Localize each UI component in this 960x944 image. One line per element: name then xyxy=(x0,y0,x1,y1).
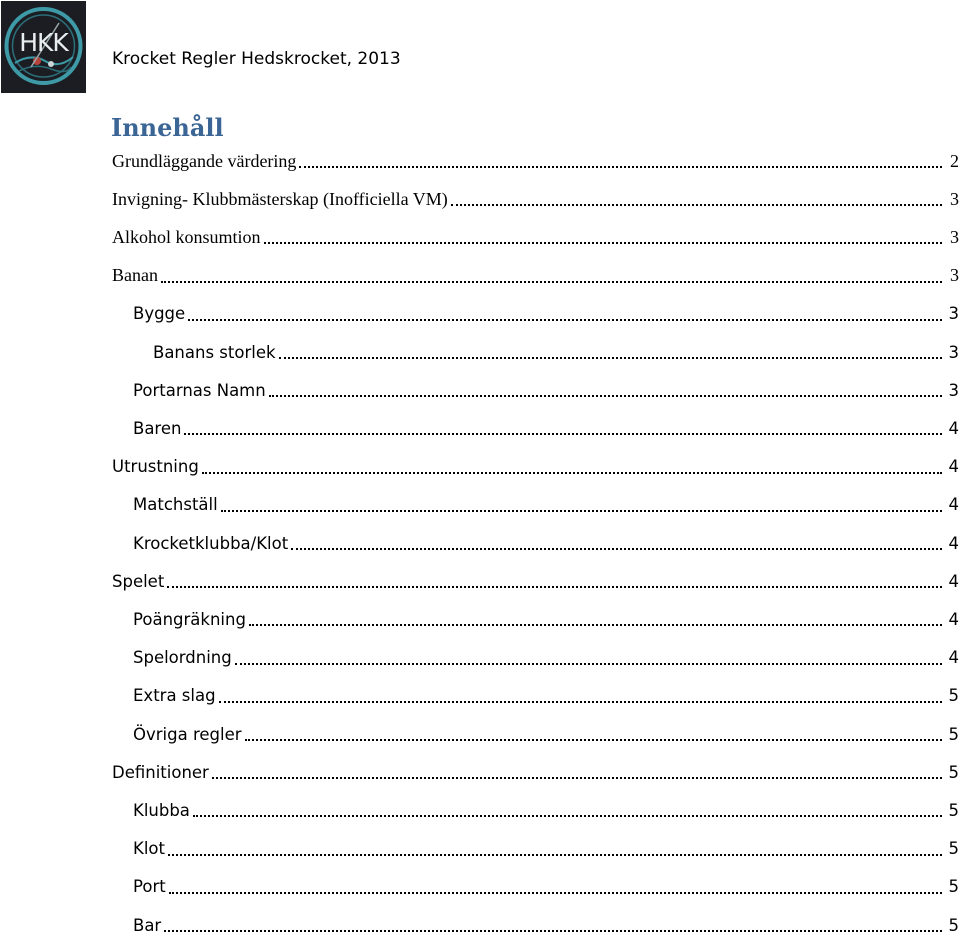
toc-dot-leader xyxy=(279,357,942,359)
toc-entry[interactable] xyxy=(112,257,960,295)
toc-entry-label: Grundläggande värdering xyxy=(112,150,297,171)
toc-entry[interactable] xyxy=(112,448,960,486)
toc-entry-page-number: 3 xyxy=(950,265,959,286)
toc-entry-label: Banan xyxy=(112,265,158,286)
toc-dot-leader xyxy=(291,548,942,550)
toc-entry-label: Banans storlek xyxy=(153,342,276,362)
toc-entry[interactable] xyxy=(133,409,960,447)
toc-entry-page-number: 4 xyxy=(948,609,959,629)
toc-entry[interactable] xyxy=(133,791,960,829)
toc-entry[interactable] xyxy=(133,639,960,677)
toc-entry[interactable] xyxy=(133,715,960,753)
toc-entry-page-number: 4 xyxy=(948,648,959,668)
toc-entry-page-number: 3 xyxy=(950,188,959,209)
toc-entry-label: Port xyxy=(133,877,166,897)
toc-entry-page-number: 4 xyxy=(948,418,959,438)
toc-heading: Innehåll xyxy=(111,113,224,142)
toc-dot-leader xyxy=(193,815,942,817)
toc-entry-page-number: 4 xyxy=(948,571,959,591)
toc-entry-page-number: 5 xyxy=(948,724,959,744)
toc-entry-label: Spelet xyxy=(112,571,165,591)
toc-entry[interactable] xyxy=(112,753,960,791)
toc-entry-label: Klot xyxy=(133,839,165,859)
toc-entry[interactable] xyxy=(133,906,960,944)
toc-entry-page-number: 3 xyxy=(948,380,959,400)
toc-dot-leader xyxy=(184,433,942,435)
toc-entry[interactable] xyxy=(153,333,960,371)
toc-entry-label: Matchställ xyxy=(133,495,218,515)
toc-entry[interactable] xyxy=(133,677,960,715)
toc-entry-page-number: 5 xyxy=(948,800,959,820)
logo-text: HKK xyxy=(19,28,68,57)
toc-entry-label: Bygge xyxy=(133,304,186,324)
toc-entry[interactable] xyxy=(133,600,960,638)
toc-dot-leader xyxy=(264,242,942,244)
toc-entry-label: Bar xyxy=(133,915,162,935)
toc-entry[interactable] xyxy=(133,868,960,906)
toc-dot-leader xyxy=(212,777,942,779)
toc-entry-page-number: 4 xyxy=(948,533,959,553)
toc-dot-leader xyxy=(202,472,942,474)
document-title: Krocket Regler Hedskrocket, 2013 xyxy=(112,49,401,69)
toc-entry-page-number: 5 xyxy=(948,762,959,782)
toc-dot-leader xyxy=(269,395,942,397)
toc-entry[interactable] xyxy=(112,562,960,600)
toc-entry-label: Spelordning xyxy=(133,648,232,668)
toc-entry-label: Övriga regler xyxy=(133,724,242,744)
toc-entry-label: Krocketklubba/Klot xyxy=(133,533,289,553)
toc-entry-label: Portarnas Namn xyxy=(133,380,266,400)
toc-dot-leader xyxy=(161,281,942,283)
toc-entry[interactable] xyxy=(133,830,960,868)
toc-dot-leader xyxy=(219,701,942,703)
toc-dot-leader xyxy=(221,510,942,512)
toc-dot-leader xyxy=(235,663,942,665)
toc-dot-leader xyxy=(168,854,942,856)
toc-entry-label: Extra slag xyxy=(133,686,216,706)
toc-entry-label: Definitioner xyxy=(112,762,209,782)
toc-entry[interactable] xyxy=(133,486,960,524)
toc-entry-label: Baren xyxy=(133,418,182,438)
toc-dot-leader xyxy=(188,319,942,321)
toc-dot-leader xyxy=(164,930,942,932)
toc-dot-leader xyxy=(249,624,942,626)
toc-dot-leader xyxy=(167,586,942,588)
toc-entry[interactable] xyxy=(133,371,960,409)
toc-entry-page-number: 5 xyxy=(948,839,959,859)
toc-entry[interactable] xyxy=(112,180,960,218)
toc-entry-label: Klubba xyxy=(133,800,190,820)
toc-entry-page-number: 4 xyxy=(948,457,959,477)
toc-entry-page-number: 4 xyxy=(948,495,959,515)
toc-dot-leader xyxy=(169,892,942,894)
toc-dot-leader xyxy=(299,166,942,168)
toc-entry-page-number: 3 xyxy=(950,226,959,247)
toc-entry-page-number: 5 xyxy=(948,915,959,935)
toc-entry-label: Alkohol konsumtion xyxy=(112,226,261,247)
toc-entry[interactable] xyxy=(133,295,960,333)
toc-entry[interactable] xyxy=(133,524,960,562)
toc-dot-leader xyxy=(451,204,942,206)
toc-entry-page-number: 3 xyxy=(948,304,959,324)
toc-entry-label: Utrustning xyxy=(112,457,199,477)
toc-entry-page-number: 2 xyxy=(950,150,959,171)
toc-entry[interactable] xyxy=(112,142,960,180)
toc-entry-page-number: 3 xyxy=(948,342,959,362)
toc-entry-page-number: 5 xyxy=(948,877,959,897)
toc-dot-leader xyxy=(245,739,942,741)
toc-entry[interactable] xyxy=(112,218,960,256)
toc-entry-page-number: 5 xyxy=(948,686,959,706)
toc-entry-label: Invigning- Klubbmästerskap (Inofficiella VM) xyxy=(112,188,448,209)
club-logo xyxy=(1,1,86,93)
page-header xyxy=(0,0,960,94)
toc-entry-label: Poängräkning xyxy=(133,609,246,629)
